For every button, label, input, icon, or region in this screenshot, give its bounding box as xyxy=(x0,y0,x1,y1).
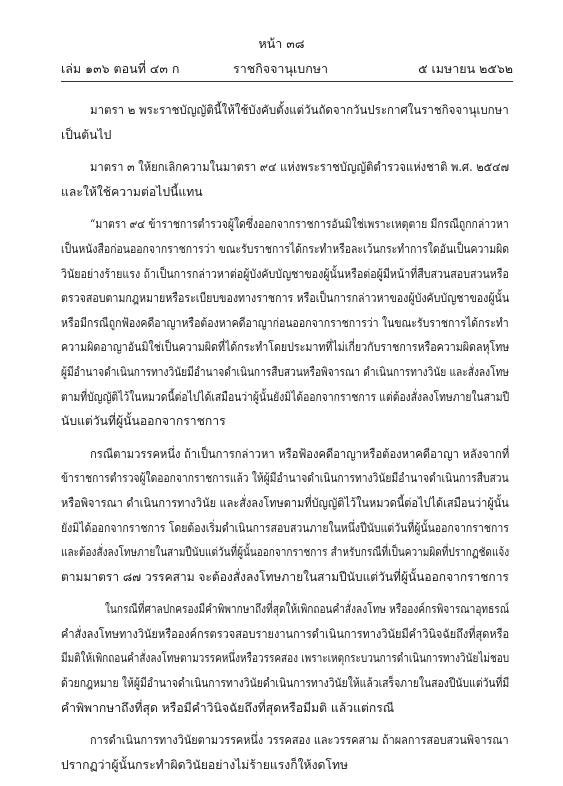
header-rule xyxy=(61,81,513,82)
gazette-header xyxy=(61,55,513,79)
text-line: และต้องสั่งลงโทษภายในสามปีนับแต่วันที่ผู้นั้นออกจากราชการ สำหรับกรณีที่เป็นความผิดที่ปรากฏชัดแจ้ง xyxy=(61,545,509,560)
text-line: การดำเนินการทางวินัยตามวรรคหนึ่ง วรรคสอง และวรรคสาม ถ้าผลการสอบสวนพิจารณา xyxy=(90,733,509,748)
paragraph-clause-3 xyxy=(61,597,509,720)
document-body xyxy=(61,98,509,777)
text-line: ข้าราชการตำรวจผู้ใดออกจากราชการแล้ว ให้ผู้มีอำนาจดำเนินการทางวินัยมีอำนาจดำเนินการสืบสวน xyxy=(61,471,509,486)
text-line: ด้วยกฎหมาย ให้ผู้มีอำนาจดำเนินการทางวินัยดำเนินการทางวินัยให้แล้วเสร็จภายในสองปีนับแต่วันที่มี xyxy=(61,676,509,691)
paragraph-section-2 xyxy=(61,98,509,147)
text-line: เป็นหนังสือก่อนออกจากราชการว่า ขณะรับราชการได้กระทำหรือละเว้นกระทำการใดอันเป็นความผิด xyxy=(61,241,509,256)
text-line: นับแต่วันที่ผู้นั้นออกจากราชการ xyxy=(61,414,226,429)
text-line: ตามมาตรา ๘๗ วรรคสาม จะต้องสั่งลงโทษภายในสามปีนับแต่วันที่ผู้นั้นออกจากราชการ xyxy=(61,569,509,584)
text-line: หรือมีกรณีถูกฟ้องคดีอาญาหรือต้องหาคดีอาญาก่อนออกจากราชการว่า ในขณะรับราชการได้กระทำ xyxy=(61,315,509,330)
paragraph-clause-2 xyxy=(61,442,509,590)
text-line: “มาตรา ๙๔ ข้าราชการตำรวจผู้ใดซึ่งออกจากราชการอันมิใช่เพราะเหตุตาย มีกรณีถูกกล่าวหา xyxy=(90,217,509,232)
text-line: วินัยอย่างร้ายแรง ถ้าเป็นการกล่าวหาต่อผู้บังคับบัญชาของผู้นั้นหรือต่อผู้มีหน้าที่สืบสวนสอบสวนหรือ xyxy=(61,266,509,281)
paragraph-section-3 xyxy=(61,155,509,204)
gazette-title: ราชกิจจานุเบกษา xyxy=(233,61,329,76)
text-line: และให้ใช้ความต่อไปนี้แทน xyxy=(61,184,203,199)
text-line: คำสั่งลงโทษทางวินัยหรือองค์กรตรวจสอบรายงานการดำเนินการทางวินัยมีคำวินิจฉัยถึงที่สุดหรือ xyxy=(61,626,509,641)
text-line: คำพิพากษาถึงที่สุด หรือมีคำวินิจฉัยถึงที่สุดหรือมีมติ แล้วแต่กรณี xyxy=(61,700,395,715)
text-line: กรณีตามวรรคหนึ่ง ถ้าเป็นการกล่าวหา หรือฟ้องคดีอาญาหรือต้องหาคดีอาญา หลังจากที่ xyxy=(90,446,509,461)
text-line: ผู้มีอำนาจดำเนินการทางวินัยมีอำนาจดำเนินการสืบสวนหรือพิจารณา ดำเนินการทางวินัย และสั่งลงโทษ xyxy=(61,364,509,379)
text-line: ในกรณีที่ศาลปกครองมีคำพิพากษาถึงที่สุดให้เพิกถอนคำสั่งลงโทษ หรือองค์กรพิจารณาอุทธรณ์ xyxy=(105,602,509,617)
text-line: ตามที่บัญญัติไว้ในหมวดนี้ต่อไปได้เสมือนว่าผู้นั้นยังมิได้ออกจากราชการ แต่ต้องสั่งลงโทษภายในสามปี xyxy=(61,389,509,404)
paragraph-clause-4 xyxy=(61,728,509,777)
text-line: ยังมิได้ออกจากราชการ โดยต้องเริ่มดำเนินการสอบสวนภายในหนึ่งปีนับแต่วันที่ผู้นั้นออกจากราชการ xyxy=(61,520,509,535)
paragraph-section-94 xyxy=(61,212,509,433)
text-line: มาตรา ๒ พระราชบัญญัตินี้ให้ใช้บังคับตั้งแต่วันถัดจากวันประกาศในราชกิจจานุเบกษา xyxy=(90,103,509,117)
volume-issue: เล่ม ๑๓๖ ตอนที่ ๔๓ ก xyxy=(61,61,180,76)
text-line: ปรากฏว่าผู้นั้นกระทำผิดวินัยอย่างไม่ร้ายแรงก็ให้งดโทษ xyxy=(61,757,349,772)
text-line: มีมติให้เพิกถอนคำสั่งลงโทษตามวรรคหนึ่งหรือวรรคสอง เพราะเหตุกระบวนการดำเนินการทางวินัยไม่ชอบ xyxy=(61,651,509,666)
text-line: ตรวจสอบตามกฎหมายหรือระเบียบของทางราชการ หรือเป็นการกล่าวหาของผู้บังคับบัญชาของผู้นั้น xyxy=(61,291,509,306)
text-line: ความผิดอาญาอันมิใช่เป็นความผิดที่ได้กระทำโดยประมาทที่ไม่เกี่ยวกับราชการหรือความผิดลหุโทษ xyxy=(61,340,509,355)
text-line: มาตรา ๓ ให้ยกเลิกความในมาตรา ๙๔ แห่งพระราชบัญญัติตำรวจแห่งชาติ พ.ศ. ๒๕๔๗ xyxy=(90,160,509,175)
publication-date: ๕ เมษายน ๒๕๖๒ xyxy=(418,61,513,76)
page-number: หน้า ๓๘ xyxy=(258,36,305,51)
text-line: หรือพิจารณา ดำเนินการทางวินัย และสั่งลงโทษตามที่บัญญัติไว้ในหมวดนี้ต่อไปได้เสมือนว่าผู้นั้น xyxy=(61,495,509,510)
text-line: เป็นต้นไป xyxy=(61,127,112,142)
